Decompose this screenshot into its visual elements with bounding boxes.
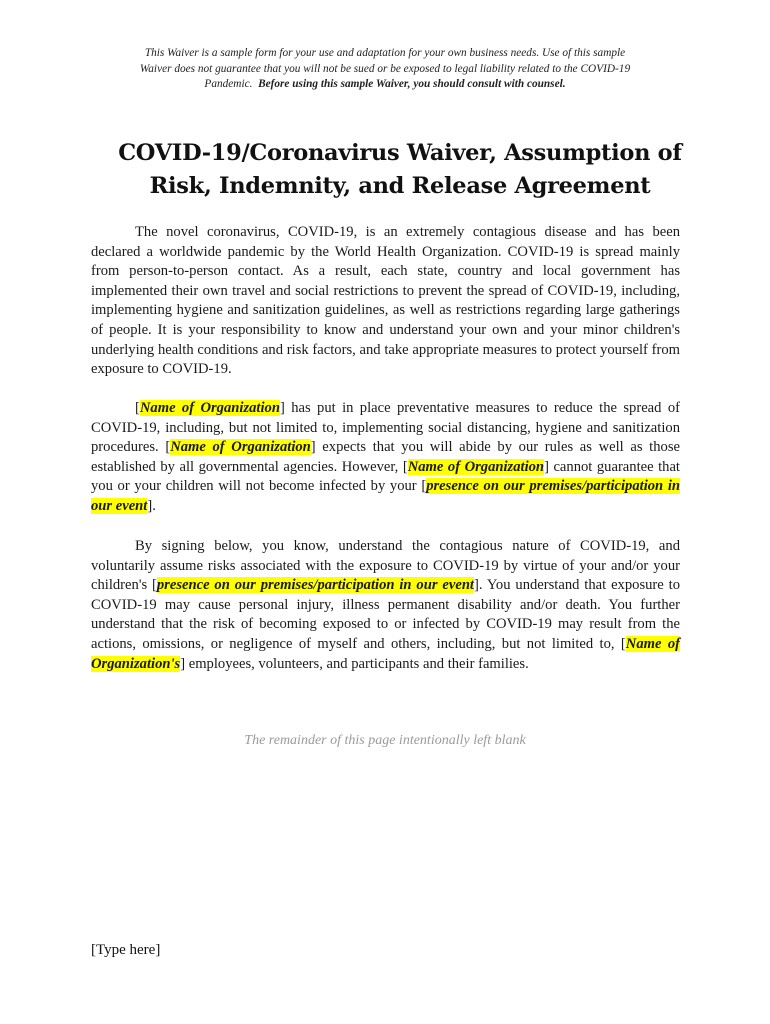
paragraph-text: By signing below, you know, understand the contagious nature of COVID-19, and voluntarily assume risks associated with the exposure to COVID-19 by virtue of your and/or your children's [ xyxy=(91,538,680,594)
paragraph-text: ]. You understand that exposure to COVID-19 may cause personal injury, illness permanent disability and/or death. You further understand that the risk of becoming exposed to or infected by COVID-19 may result from the actions, omissions, or negligence of myself and others, including, but not limited to, [ xyxy=(91,577,680,652)
placeholder-organization-name: Name of Organization xyxy=(407,458,545,475)
blank-page-note: The remainder of this page intentionally left blank xyxy=(244,733,526,748)
disclaimer-line-3 xyxy=(92,77,678,93)
title-line-2: Risk, Indemnity, and Release Agreement xyxy=(149,173,651,199)
paragraph-text: ]. xyxy=(147,497,156,514)
bracket-open: [ xyxy=(135,400,140,416)
paragraph-introduction xyxy=(91,223,680,380)
paragraph-text: ] has put in place preventative measures to reduce the spread of COVID-19, including, but not limited to, implementing social distancing, hygiene and sanitization procedures. [ xyxy=(91,400,680,456)
paragraph-text: ] employees, volunteers, and participants and their families. xyxy=(180,655,529,672)
paragraph-text: ] cannot guarantee that you or your children will not become infected by your [ xyxy=(91,458,680,495)
disclaimer-line-1: This Waiver is a sample form for your use and adaptation for your own business needs. Use of this sample xyxy=(144,47,626,59)
paragraph-text: ] expects that you will abide by our rules as well as those established by all governmental agencies. However, [ xyxy=(91,439,680,475)
disclaimer-consult-notice: Before using this sample Waiver, you should consult with counsel. xyxy=(258,78,566,90)
paragraph-introduction-text: The novel coronavirus, COVID-19, is an extremely contagious disease and has been declared a worldwide pandemic by the World Health Organization. COVID-19 is spread mainly from person-to-person contact. As a result, each state, country and local government has implemented their own travel and social restrictions to prevent the spread of COVID-19, including, implementing hygiene and sanitization guidelines, as well as restrictions regarding large gatherings of people. It is your responsibility to know and understand your own and your minor children's underlying health conditions and risk factors, and take appropriate measures to protect yourself from exposure to COVID-19. xyxy=(91,224,680,378)
document-title xyxy=(100,137,700,203)
placeholder-presence-participation: presence on our premises/participation in our event xyxy=(91,478,681,514)
paragraph-preventative-measures xyxy=(91,399,680,517)
footer-placeholder[interactable]: [Type here] xyxy=(91,942,161,958)
placeholder-organization-possessive: Name of Organization's xyxy=(91,635,680,672)
placeholder-organization-name: Name of Organization xyxy=(139,400,280,416)
disclaimer-line-3-plain: Pandemic. xyxy=(204,78,253,90)
placeholder-presence-participation: presence on our premises/participation in our event xyxy=(156,577,474,594)
paragraph-assumption-of-risk xyxy=(91,537,680,674)
disclaimer-line-2: Waiver does not guarantee that you will not be sued or be exposed to legal liability related to the COVID-19 xyxy=(139,62,631,75)
disclaimer xyxy=(92,46,678,93)
title-line-1: COVID-19/Coronavirus Waiver, Assumption of xyxy=(118,140,682,166)
placeholder-organization-name: Name of Organization xyxy=(170,439,311,456)
